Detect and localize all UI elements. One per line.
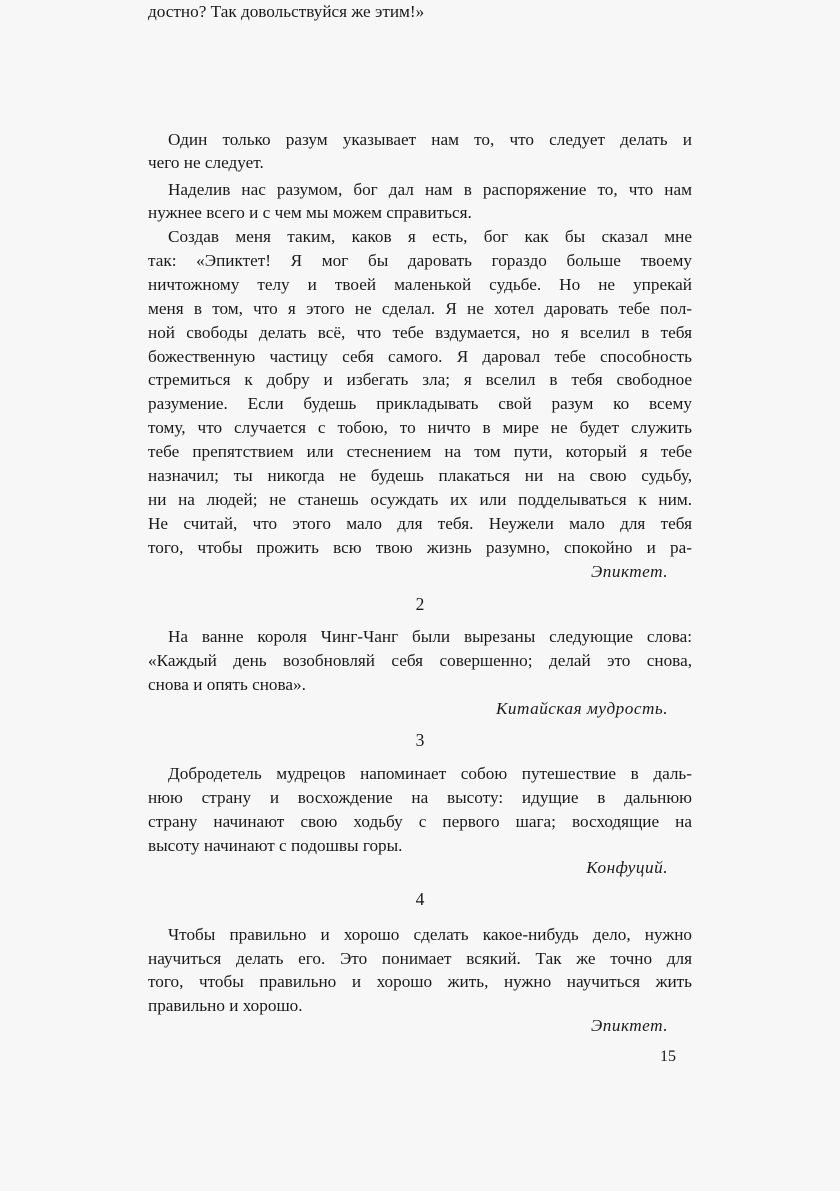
- text-line: того, чтобы правильно и хорошо жить, нужно научиться жить: [148, 972, 692, 991]
- text-line: меня в том, что я этого не сделал. Я не хотел даровать тебе пол-: [148, 298, 692, 318]
- text-line: достно? Так довольствуйся же этим!»: [148, 2, 425, 21]
- text-line: Один только разум указывает нам то, что следует делать и: [168, 130, 692, 149]
- page-number: 15: [660, 1048, 676, 1065]
- text-line: так: «Эпиктет! Я мог бы даровать гораздо больше твоему: [148, 250, 692, 270]
- text-line: Чтобы правильно и хорошо сделать какое-нибудь дело, нужно: [168, 925, 692, 944]
- text-line: «Каждый день возобновляй себя совершенно; делай это снова,: [148, 651, 692, 670]
- text-line: ничтожному телу и твоей маленькой судьбе. Но не упрекай: [148, 274, 692, 294]
- attribution: Конфуций.: [586, 858, 668, 877]
- text-line: На ванне короля Чинг-Чанг были вырезаны следующие слова:: [168, 627, 692, 646]
- section-number: 3: [415, 730, 425, 750]
- attribution: Китайская мудрость.: [495, 699, 668, 718]
- text-line: божественную частицу себя самого. Я даровал тебе способность: [148, 346, 692, 366]
- text-line: страну начинают свою ходьбу с первого шага; восходящие на: [148, 812, 692, 831]
- attribution: Эпиктет.: [591, 562, 668, 581]
- text-line: Наделив нас разумом, бог дал нам в распоряжение то, что нам: [168, 180, 692, 199]
- text-line: высоту начинают с подошвы горы.: [148, 836, 403, 855]
- text-line: Создав меня таким, каков я есть, бог как бы сказал мне: [168, 227, 692, 246]
- section-number: 4: [415, 889, 425, 909]
- text-line: чего не следует.: [148, 153, 264, 172]
- text-line: правильно и хорошо.: [148, 996, 303, 1015]
- text-line: снова и опять снова».: [148, 675, 306, 694]
- text-line: нюю страну и восхождение на высоту: идущие в дальнюю: [148, 788, 692, 807]
- attribution: Эпиктет.: [591, 1016, 668, 1035]
- text-line: тому, что случается с тобою, то ничто в мире не будет служить: [148, 418, 692, 438]
- text-line: научиться делать его. Это понимает всякий. Так же точно для: [148, 949, 692, 968]
- text-line: назначил; ты никогда не будешь плакаться ни на свою судьбу,: [148, 466, 692, 485]
- text-line: стремиться к добру и избегать зла; я вселил в тебя свободное: [148, 370, 692, 390]
- text-line: тебе препятствием или стеснением на том пути, который я тебе: [148, 442, 692, 462]
- text-line: ной свободы делать всё, что тебе вздумается, но я вселил в тебя: [148, 322, 692, 342]
- text-line: Добродетель мудрецов напоминает собою путешествие в даль-: [168, 764, 692, 783]
- text-line: Не считай, что этого мало для тебя. Неужели мало для тебя: [148, 513, 692, 533]
- text-line: ни на людей; не станешь осуждать их или подделываться к ним.: [148, 489, 692, 509]
- text-line: разумение. Если будешь прикладывать свой разум ко всему: [148, 394, 692, 414]
- text-line: нужнее всего и с чем мы можем справиться.: [148, 203, 472, 222]
- text-line: того, чтобы прожить всю твою жизнь разумно, спокойно и ра-: [148, 537, 692, 557]
- section-number: 2: [415, 594, 425, 614]
